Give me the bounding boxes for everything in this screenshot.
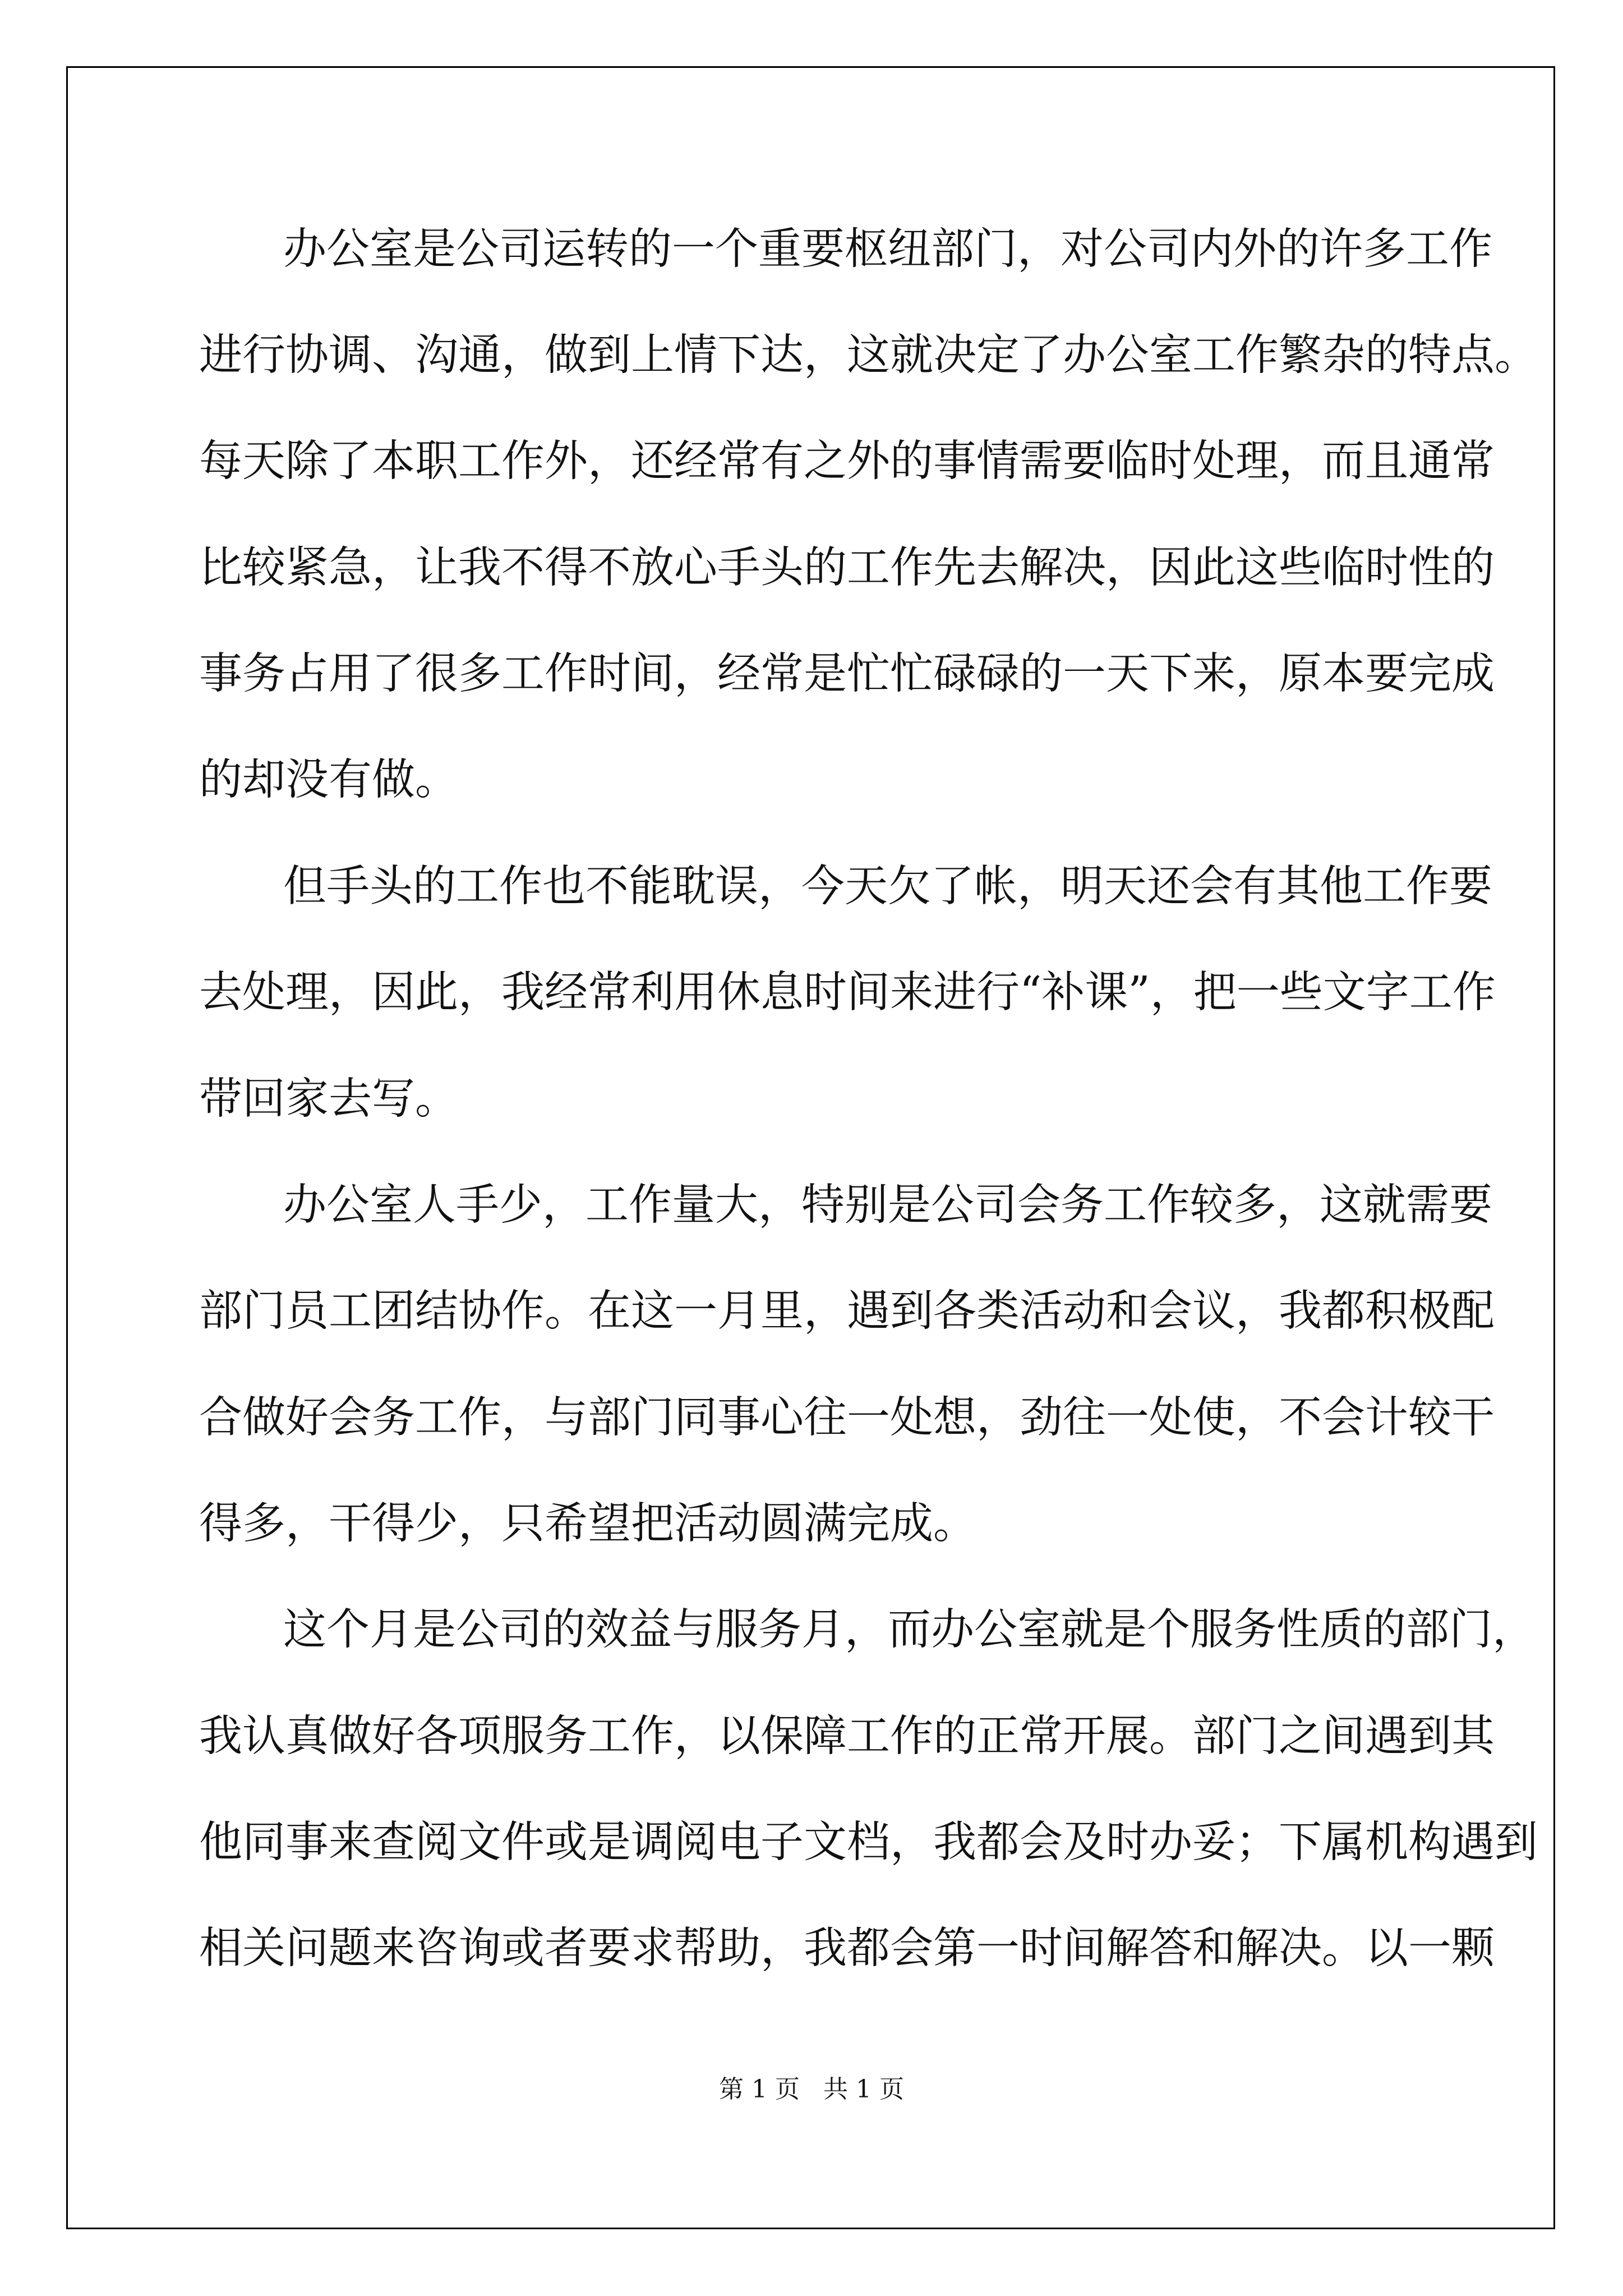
paragraph-2-line-1: 但手头的工作也不能耽误，今天欠了帐，明天还会有其他工作要 bbox=[283, 862, 1492, 912]
paragraph-1-line-5: 事务占用了很多工作时间，经常是忙忙碌碌的一天下来，原本要完成 bbox=[199, 649, 1495, 699]
page-border bbox=[66, 66, 1555, 2229]
paragraph-2-line-2: 去处理，因此，我经常利用休息时间来进行“补课”，把一些文字工作 bbox=[199, 968, 1496, 1018]
paragraph-2-line-3: 带回家去写。 bbox=[199, 1074, 458, 1124]
paragraph-1-line-4: 比较紧急，让我不得不放心手头的工作先去解决，因此这些临时性的 bbox=[199, 543, 1495, 593]
paragraph-1-line-6: 的却没有做。 bbox=[199, 755, 458, 805]
paragraph-1-line-3: 每天除了本职工作外，还经常有之外的事情需要临时处理，而且通常 bbox=[199, 436, 1495, 486]
paragraph-4-line-1: 这个月是公司的效益与服务月，而办公室就是个服务性质的部门， bbox=[283, 1605, 1536, 1655]
paragraph-1-line-1: 办公室是公司运转的一个重要枢纽部门，对公司内外的许多工作 bbox=[283, 224, 1492, 274]
paragraph-3-line-2: 部门员工团结协作。在这一月里，遇到各类活动和会议，我都积极配 bbox=[199, 1286, 1495, 1336]
paragraph-4-line-2: 我认真做好各项服务工作，以保障工作的正常开展。部门之间遇到其 bbox=[199, 1711, 1495, 1761]
paragraph-4-line-4: 相关问题来咨询或者要求帮助，我都会第一时间解答和解决。以一颗 bbox=[199, 1924, 1495, 1973]
page-number: 第 1 页 bbox=[719, 2075, 800, 2104]
paragraph-3-line-1: 办公室人手少，工作量大，特别是公司会务工作较多，这就需要 bbox=[283, 1180, 1492, 1230]
page-total: 共 1 页 bbox=[823, 2075, 904, 2104]
paragraph-3-line-4: 得多，干得少，只希望把活动圆满完成。 bbox=[199, 1499, 976, 1549]
paragraph-4-line-3: 他同事来查阅文件或是调阅电子文档，我都会及时办妥；下属机构遇到 bbox=[199, 1818, 1538, 1867]
paragraph-3-line-3: 合做好会务工作，与部门同事心往一处想，劲往一处使，不会计较干 bbox=[199, 1393, 1495, 1443]
page-footer bbox=[0, 2073, 1623, 2106]
paragraph-1-line-2: 进行协调、沟通，做到上情下达，这就决定了办公室工作繁杂的特点。 bbox=[199, 330, 1538, 380]
